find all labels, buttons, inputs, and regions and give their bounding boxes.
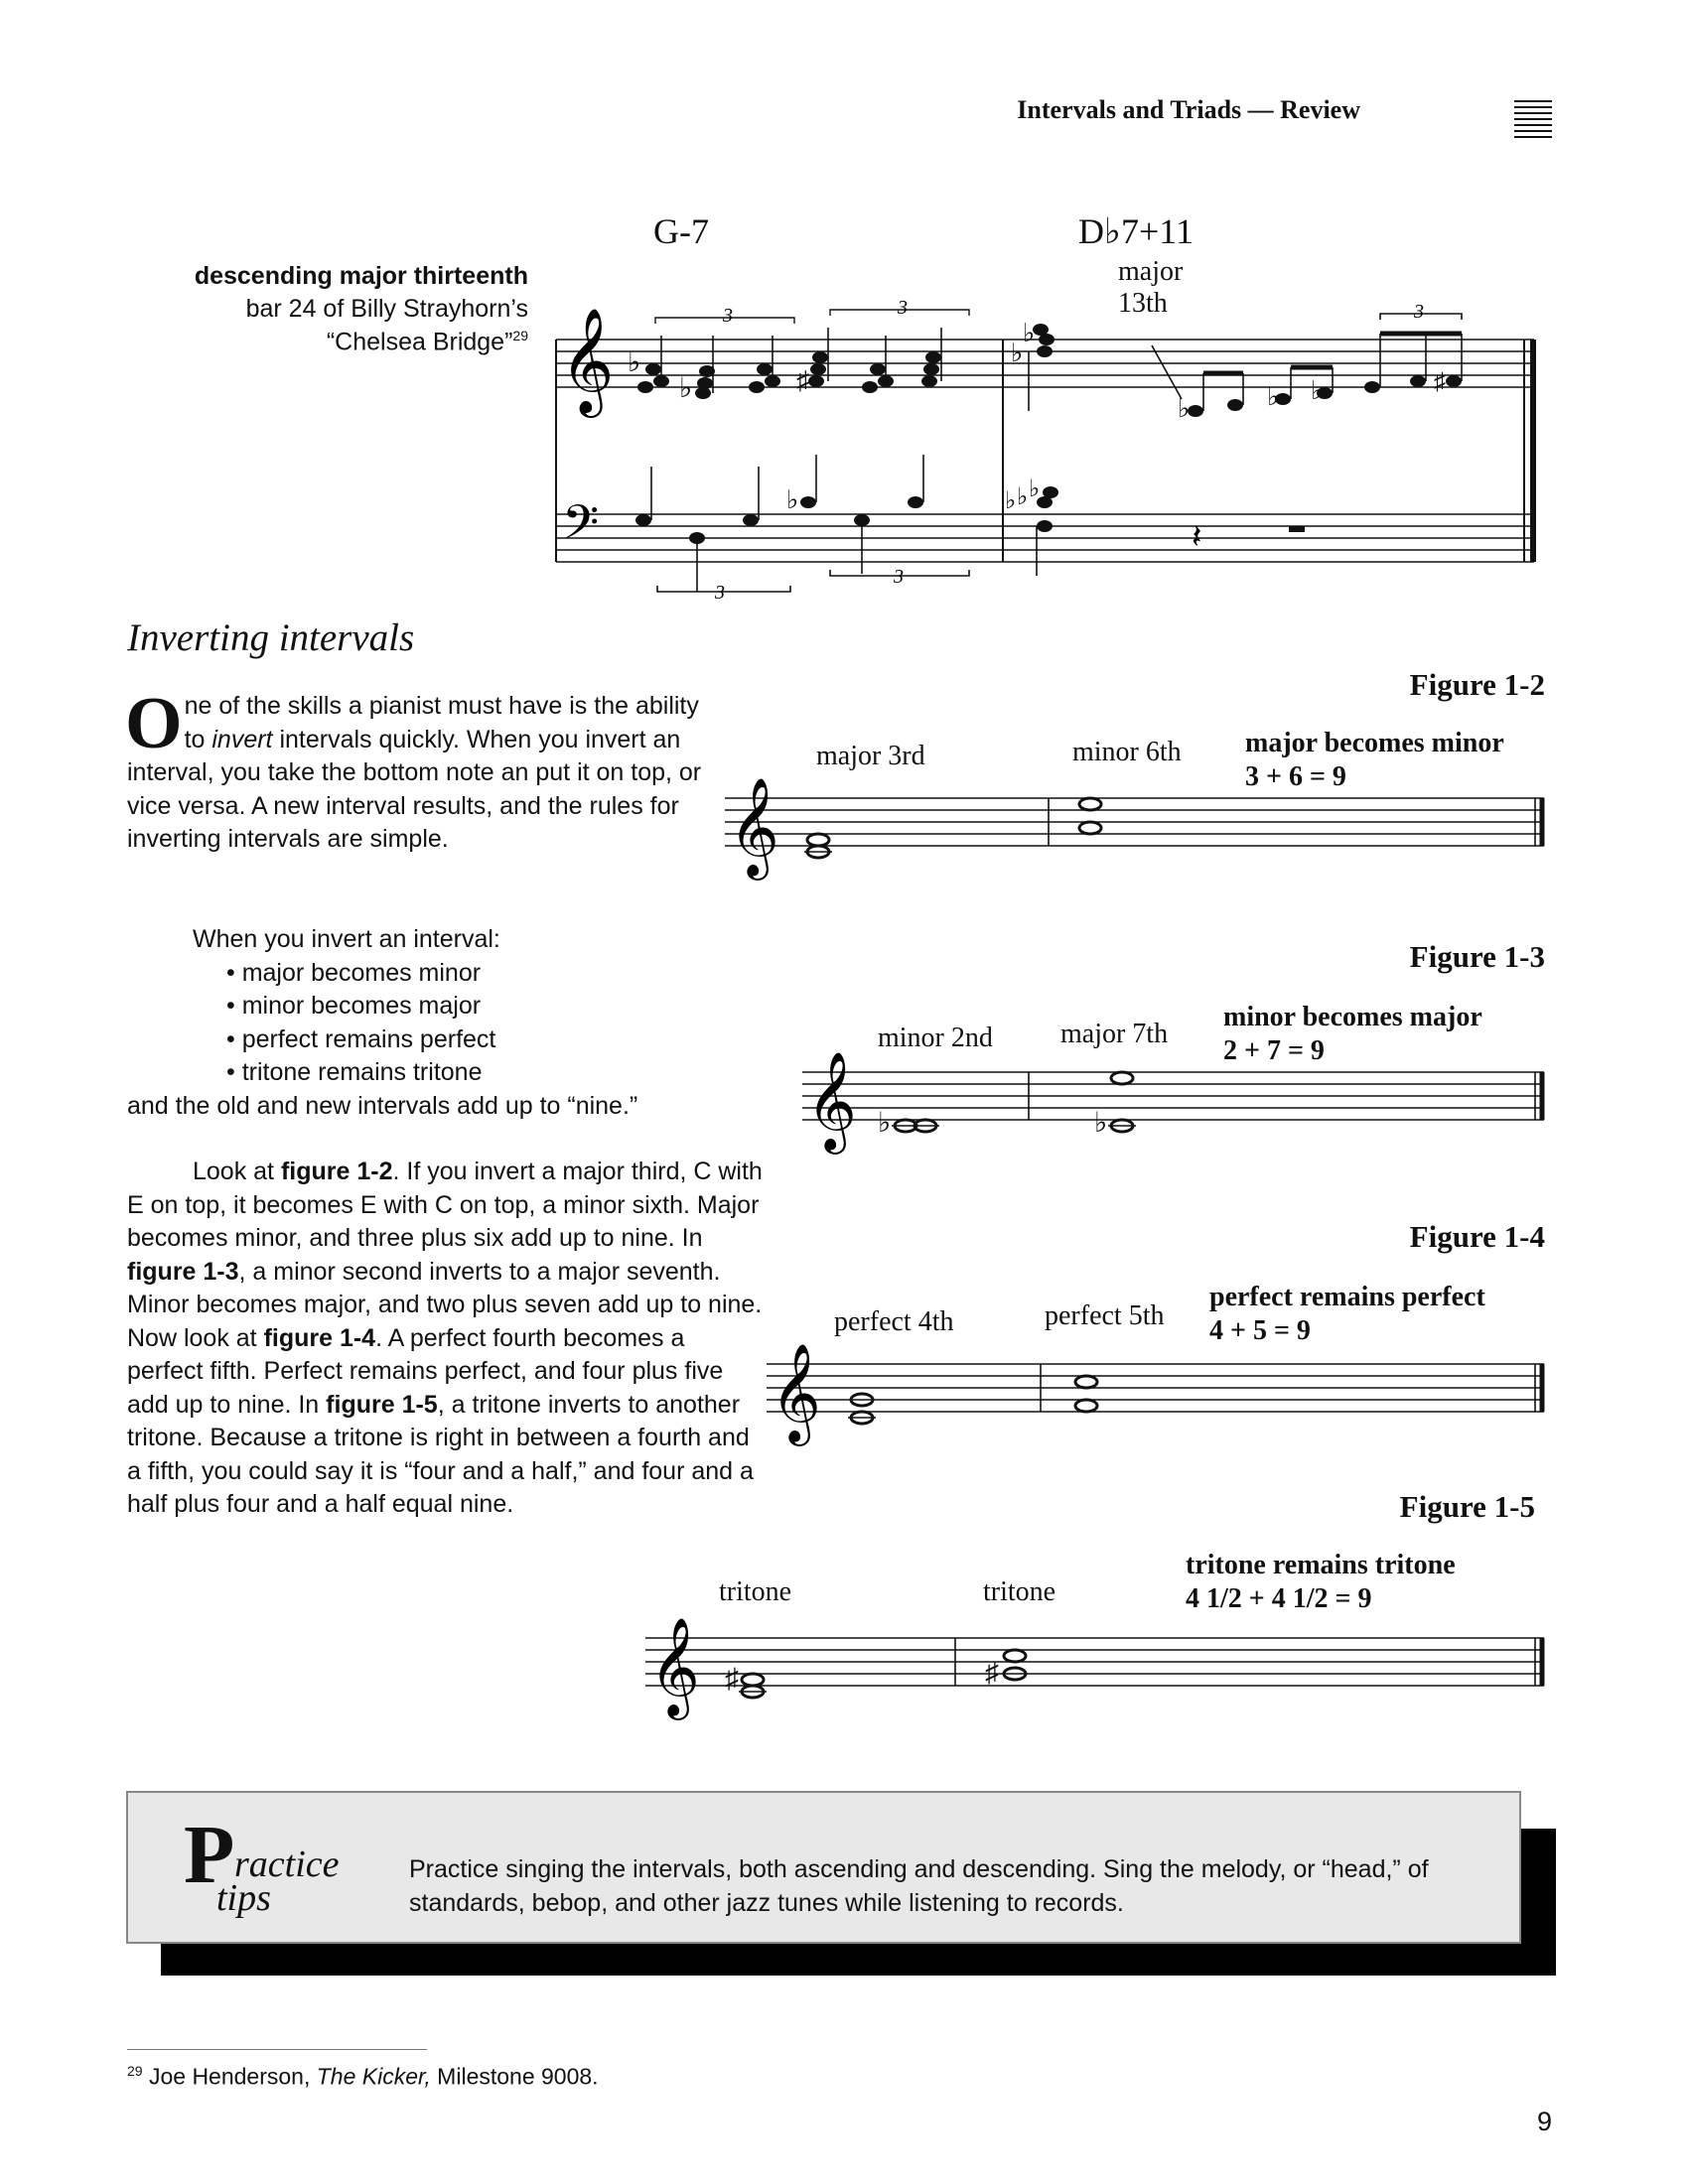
svg-text:♭: ♭: [1017, 484, 1029, 510]
svg-text:3: 3: [894, 566, 904, 588]
rule-label: perfect remains perfect 4 + 5 = 9: [1209, 1282, 1485, 1346]
treble-clef-icon: 𝄞: [771, 1345, 821, 1440]
figure-label-1-5: Figure 1-5: [1399, 1489, 1535, 1524]
staff-figure-1-4: [767, 1340, 1551, 1449]
svg-text:♯: ♯: [985, 1658, 999, 1689]
figure-label-1-4: Figure 1-4: [1409, 1219, 1545, 1254]
example-caption-line2: bar 24 of Billy Strayhorn’s: [245, 295, 528, 323]
svg-text:3: 3: [723, 305, 733, 327]
svg-text:♭: ♭: [1094, 1108, 1108, 1139]
rules-list: [127, 923, 743, 1123]
svg-text:♭: ♭: [1011, 339, 1024, 367]
staff-figure-1-2: [725, 774, 1549, 884]
interval-label: perfect 4th: [834, 1306, 954, 1337]
figure-label-1-3: Figure 1-3: [1409, 939, 1545, 974]
treble-clef-icon: 𝄞: [649, 1619, 700, 1714]
footnote: $^{29}$ Joe Henderson, The Kicker, Milestone 9008.: [127, 2063, 599, 2090]
rule-label: major becomes minor 3 + 6 = 9: [1245, 728, 1504, 792]
svg-text:♯: ♯: [1434, 369, 1446, 395]
rules-intro: When you invert an interval:: [193, 925, 500, 953]
chord-symbol-db7: D♭7+11: [1078, 211, 1194, 251]
svg-text:♭: ♭: [786, 485, 799, 514]
interval-label: minor 2nd: [878, 1023, 993, 1053]
treble-clef-icon: 𝄞: [729, 779, 779, 875]
svg-text:3: 3: [715, 582, 725, 604]
treble-clef-icon: 𝄞: [560, 310, 615, 411]
staff-figure-1-5: [645, 1614, 1551, 1723]
svg-text:♯: ♯: [725, 1664, 739, 1695]
rule-item: • perfect remains perfect: [226, 1024, 496, 1053]
rule-item: • minor becomes major: [226, 992, 482, 1020]
svg-text:♭: ♭: [878, 1108, 892, 1139]
explanation-paragraph: Look at figure 1-2. If you invert a major third, C with E on top, it becomes E with C on top, a minor sixth. Major becomes minor, and three plus six add up to nine. In figure 1-3, a minor second inverts to a major seventh. Minor becomes major, and two plus seven add up to nine. Now look at figure 1-4. A perfect fourth becomes a perfect fifth. Perfect remains perfect, and four plus five add up to nine. In figure 1-5, a tritone inverts to another tritone. Because a tritone is right in between a fourth and a fifth, you could say it is “four and a half,” and four and a half plus four and a half equal nine.: [127, 1158, 763, 1518]
quarter-rest-icon: 𝄽: [1192, 519, 1202, 556]
treble-clef-icon: 𝄞: [806, 1053, 857, 1149]
footnote-divider: [127, 2049, 427, 2050]
svg-text:♭: ♭: [1267, 382, 1280, 411]
running-header: Intervals and Triads — Review: [1017, 95, 1360, 124]
rule-item: • major becomes minor: [226, 958, 482, 987]
section-heading: Inverting intervals: [127, 616, 415, 659]
annotation-major: major: [1118, 256, 1184, 287]
interval-label: minor 6th: [1072, 737, 1182, 767]
drop-cap: O: [125, 683, 183, 764]
interval-label: perfect 5th: [1045, 1300, 1165, 1331]
svg-text:♭: ♭: [1029, 477, 1041, 502]
practice-tips-title: ractice: [234, 1843, 340, 1885]
annotation-13th: 13th: [1118, 288, 1168, 319]
rule-label: minor becomes major 2 + 7 = 9: [1223, 1002, 1482, 1066]
svg-text:♭: ♭: [1005, 488, 1017, 514]
svg-text:3: 3: [1414, 301, 1424, 323]
practice-tips-subtitle: tips: [216, 1877, 271, 1919]
interval-label: major 3rd: [816, 741, 925, 771]
svg-text:♭: ♭: [1311, 376, 1324, 405]
svg-text:♯: ♯: [796, 366, 809, 395]
svg-text:♭: ♭: [1178, 394, 1191, 423]
chord-symbol-gm7: G-7: [653, 211, 709, 251]
svg-text:♭: ♭: [679, 373, 693, 404]
practice-tips-text: Practice singing the intervals, both ascending and descending. Sing the melody, or “head,” of standards, bebop, and other jazz tunes while listening to records.: [409, 1855, 1429, 1917]
svg-text:♭: ♭: [1023, 319, 1036, 347]
interval-label: tritone: [719, 1576, 792, 1607]
header-lines-icon: [1514, 99, 1552, 141]
page-number: 9: [1537, 2107, 1553, 2136]
example-caption-title: descending major thirteenth: [194, 262, 528, 290]
interval-label: major 7th: [1060, 1019, 1169, 1049]
rule-item: • tritone remains tritone: [226, 1058, 483, 1086]
svg-text:3: 3: [898, 297, 908, 319]
intro-paragraph: O ne of the skills a pianist must have is the ability to invert intervals quickly. When you invert an interval, you take the bottom note an put it on top, or vice versa. A new interval results, and the rules for inverting intervals are simple.: [125, 683, 702, 853]
staff-figure-1-3: [802, 1048, 1549, 1158]
rule-label: tritone remains tritone 4 1/2 + 4 1/2 = 9: [1186, 1550, 1456, 1614]
figure-label-1-2: Figure 1-2: [1409, 667, 1545, 702]
music-example-chelsea-bridge: [536, 288, 1559, 615]
bass-clef-icon: 𝄢: [562, 496, 600, 561]
interval-label: tritone: [983, 1576, 1056, 1607]
example-caption-line3: “Chelsea Bridge”$^{29}$: [326, 328, 528, 356]
rules-outro: and the old and new intervals add up to “nine.”: [127, 1091, 638, 1120]
footnote-ref[interactable]: 29: [512, 328, 528, 343]
practice-tips-initial: P: [184, 1809, 235, 1901]
svg-text:♭: ♭: [628, 347, 641, 378]
